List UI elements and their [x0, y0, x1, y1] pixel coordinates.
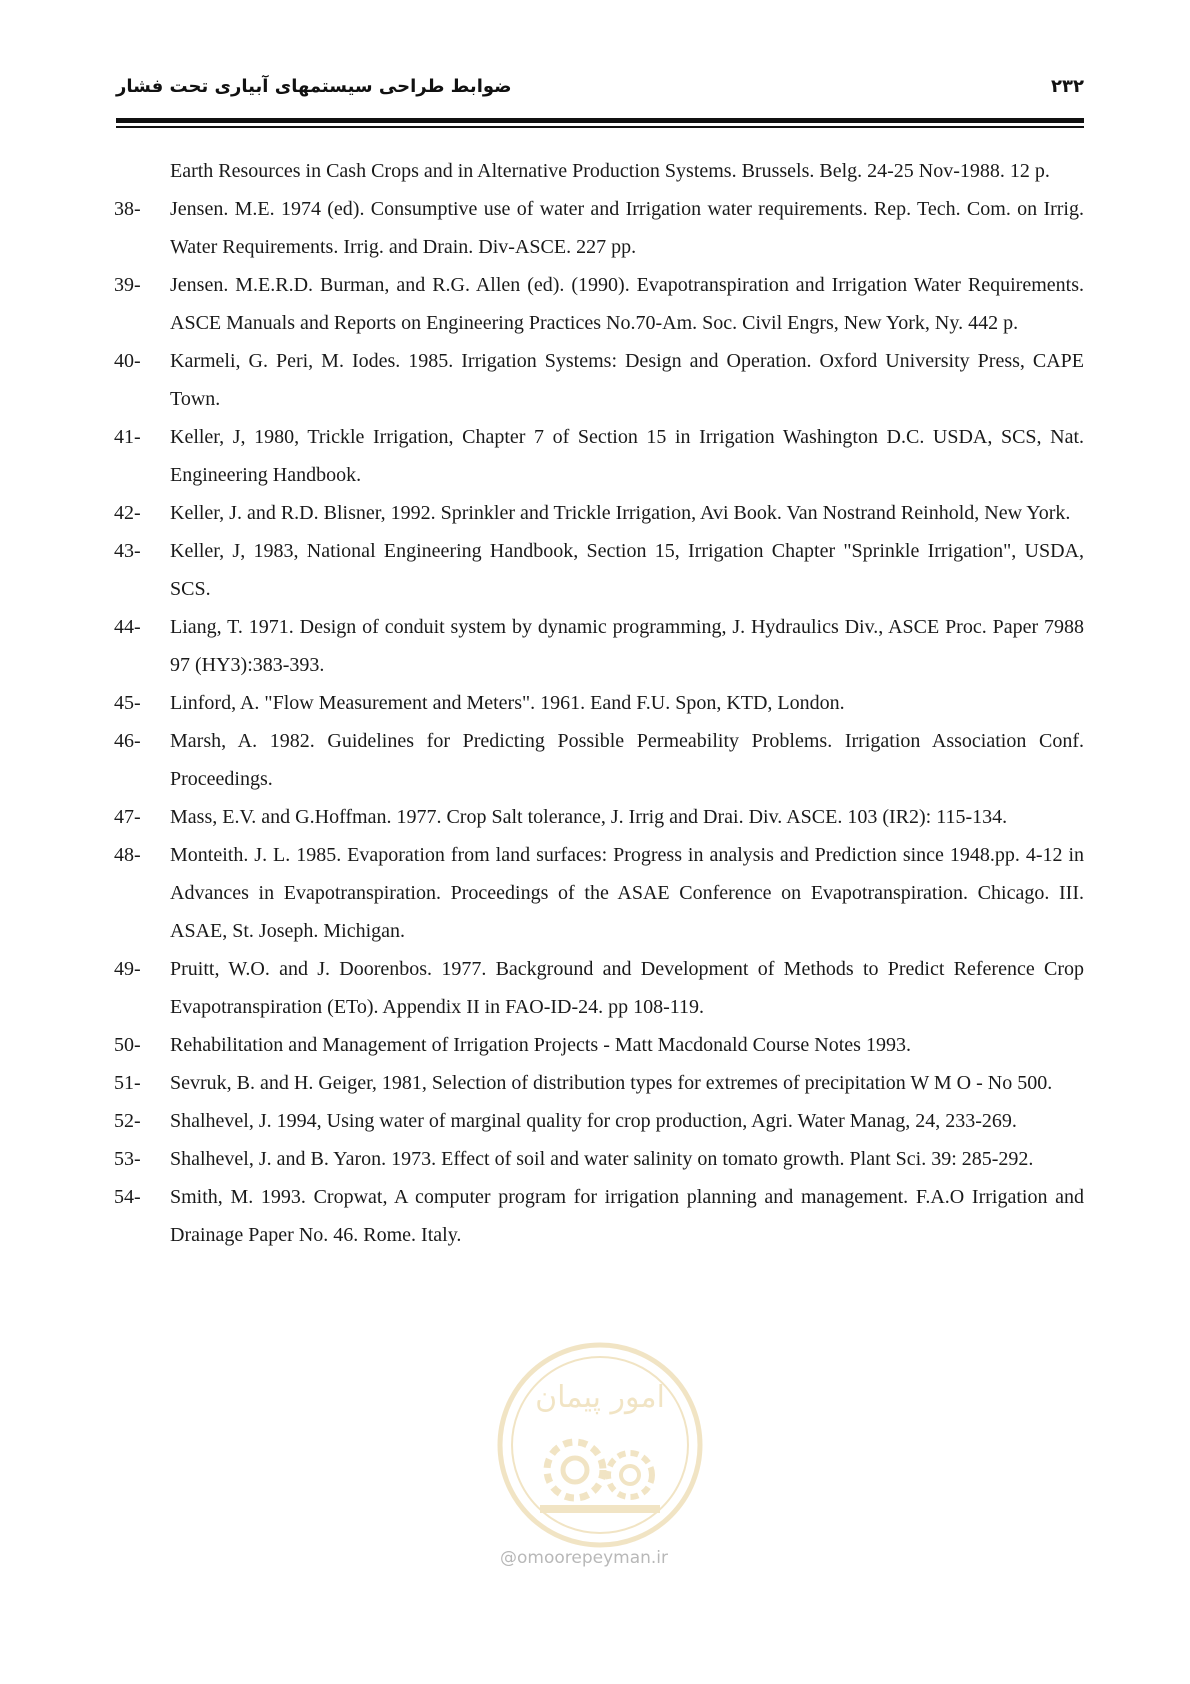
reference-number: 53- — [114, 1148, 141, 1170]
header-rule-thick — [116, 118, 1084, 123]
reference-number: 51- — [114, 1072, 141, 1094]
reference-number: 52- — [114, 1110, 141, 1132]
reference-number: 43- — [114, 540, 141, 562]
reference-text: Marsh, A. 1982. Guidelines for Predicting Possible Permeability Problems. Irrigation Association Conf. Proceedings. — [170, 730, 1084, 790]
reference-item — [114, 1140, 1084, 1178]
reference-number: 46- — [114, 730, 141, 752]
reference-text: Keller, J, 1983, National Engineering Handbook, Section 15, Irrigation Chapter "Sprinkle Irrigation", USDA, SCS. — [170, 540, 1084, 600]
reference-item — [114, 190, 1084, 266]
reference-number: 54- — [114, 1186, 141, 1208]
reference-item — [114, 1026, 1084, 1064]
reference-item — [114, 950, 1084, 1026]
reference-item — [114, 1102, 1084, 1140]
reference-item — [114, 608, 1084, 684]
reference-text: Shalhevel, J. and B. Yaron. 1973. Effect of soil and water salinity on tomato growth. Plant Sci. 39: 285-292. — [170, 1148, 1034, 1170]
reference-text: Keller, J, 1980, Trickle Irrigation, Chapter 7 of Section 15 in Irrigation Washington D.C. USDA, SCS, Nat. Engineering Handbook. — [170, 426, 1084, 486]
reference-text: Jensen. M.E.R.D. Burman, and R.G. Allen (ed). (1990). Evapotranspiration and Irrigation Water Requirements. ASCE Manuals and Reports on Engineering Practices No.70-Am. Soc. Civil Engrs, New York, Ny. 442 p. — [170, 274, 1084, 334]
reference-item — [114, 532, 1084, 608]
page-header — [116, 70, 1084, 108]
reference-text: Smith, M. 1993. Cropwat, A computer program for irrigation planning and management. F.A.O Irrigation and Drainage Paper No. 46. Rome. Italy. — [170, 1186, 1084, 1246]
reference-number: 49- — [114, 958, 141, 980]
reference-item — [114, 1178, 1084, 1254]
reference-number: 41- — [114, 426, 141, 448]
reference-text: Linford, A. "Flow Measurement and Meters". 1961. Eand F.U. Spon, KTD, London. — [170, 692, 845, 714]
reference-number: 45- — [114, 692, 141, 714]
reference-number: 39- — [114, 274, 141, 296]
reference-item — [114, 342, 1084, 418]
reference-item — [114, 494, 1084, 532]
reference-item — [114, 836, 1084, 950]
reference-text: Monteith. J. L. 1985. Evaporation from land surfaces: Progress in analysis and Prediction since 1948.pp. 4-12 in Advances in Evapotranspiration. Proceedings of the ASAE Conference on Evapotranspiration. Chicago. III. ASAE, St. Joseph. Michigan. — [170, 844, 1084, 942]
page-number: ۲۳۲ — [1051, 76, 1084, 97]
reference-item — [114, 798, 1084, 836]
watermark-logo-text: امور پیمان — [535, 1380, 665, 1415]
watermark-url: @omoorepeyman.ir — [500, 1548, 669, 1568]
reference-item — [114, 684, 1084, 722]
watermark-logo — [490, 1335, 710, 1565]
reference-text: Jensen. M.E. 1974 (ed). Consumptive use of water and Irrigation water requirements. Rep. Tech. Com. on Irrig. Water Requirements. Irrig. and Drain. Div-ASCE. 227 pp. — [170, 198, 1084, 258]
reference-text: Earth Resources in Cash Crops and in Alternative Production Systems. Brussels. Belg. 24-25 Nov-1988. 12 p. — [170, 160, 1050, 182]
reference-text: Mass, E.V. and G.Hoffman. 1977. Crop Salt tolerance, J. Irrig and Drai. Div. ASCE. 103 (IR2): 115-134. — [170, 806, 1008, 828]
reference-number: 44- — [114, 616, 141, 638]
reference-text: Pruitt, W.O. and J. Doorenbos. 1977. Background and Development of Methods to Predict Reference Crop Evapotranspiration (ETo). Appendix II in FAO-ID-24. pp 108-119. — [170, 958, 1084, 1018]
reference-number: 42- — [114, 502, 141, 524]
reference-list — [114, 152, 1084, 1254]
reference-item — [114, 1064, 1084, 1102]
reference-number: 40- — [114, 350, 141, 372]
reference-number: 47- — [114, 806, 141, 828]
reference-number: 48- — [114, 844, 141, 866]
reference-item — [114, 722, 1084, 798]
reference-item — [114, 418, 1084, 494]
reference-text: Shalhevel, J. 1994, Using water of marginal quality for crop production, Agri. Water Manag, 24, 233-269. — [170, 1110, 1017, 1132]
reference-text: Karmeli, G. Peri, M. Iodes. 1985. Irrigation Systems: Design and Operation. Oxford University Press, CAPE Town. — [170, 350, 1084, 410]
header-rule-thin — [116, 126, 1084, 128]
reference-item — [114, 152, 1084, 190]
reference-item — [114, 266, 1084, 342]
reference-text: Sevruk, B. and H. Geiger, 1981, Selection of distribution types for extremes of precipitation W M O - No 500. — [170, 1072, 1053, 1094]
reference-number: 50- — [114, 1034, 141, 1056]
running-title: ضوابط طراحی سیستمهای آبیاری تحت فشار — [116, 76, 512, 97]
reference-number: 38- — [114, 198, 141, 220]
reference-text: Rehabilitation and Management of Irrigation Projects - Matt Macdonald Course Notes 1993. — [170, 1034, 911, 1056]
reference-text: Liang, T. 1971. Design of conduit system by dynamic programming, J. Hydraulics Div., ASCE Proc. Paper 7988 97 (HY3):383-393. — [170, 616, 1084, 676]
reference-text: Keller, J. and R.D. Blisner, 1992. Sprinkler and Trickle Irrigation, Avi Book. Van Nostrand Reinhold, New York. — [170, 502, 1071, 524]
